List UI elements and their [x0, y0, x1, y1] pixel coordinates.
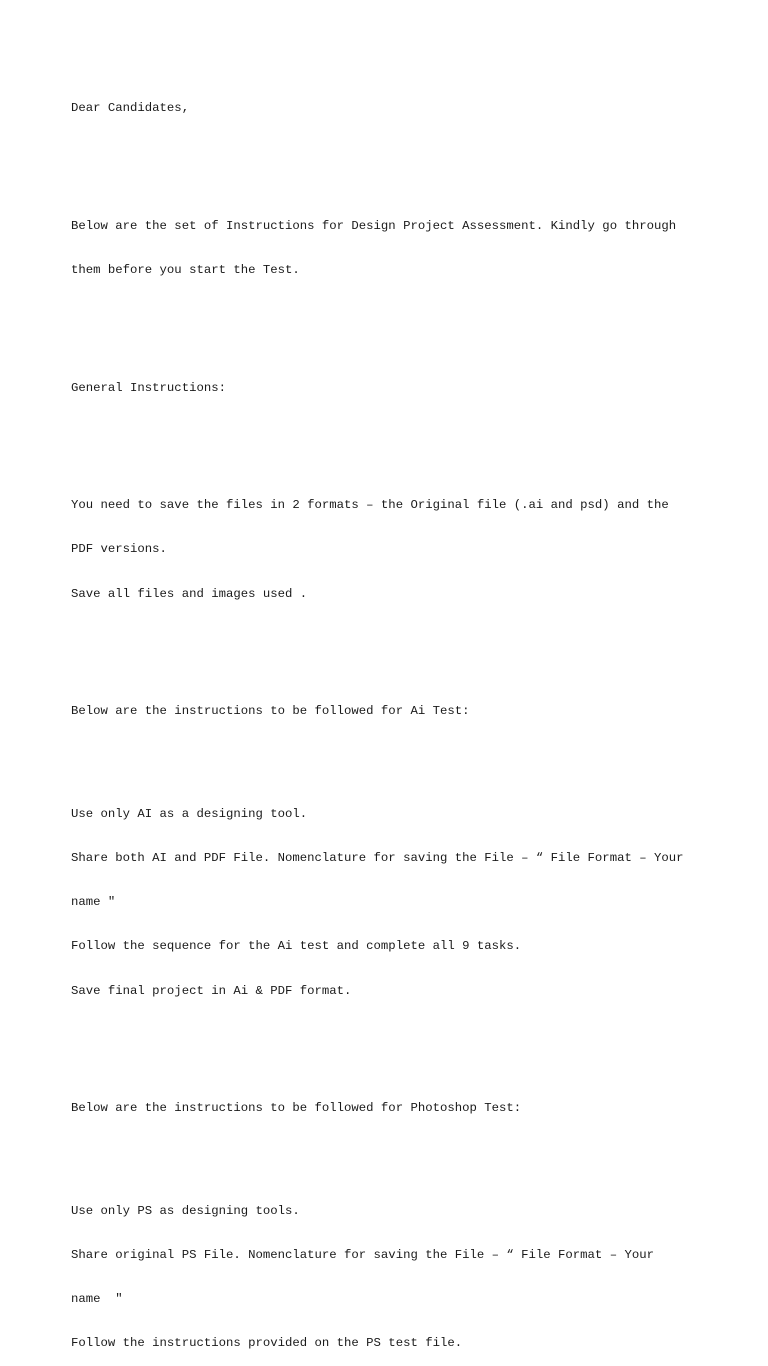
ai-test-line-5: Save final project in Ai & PDF format.: [71, 983, 352, 998]
general-line-1: You need to save the files in 2 formats – the Original file (.ai and psd) and the: [71, 498, 669, 513]
spacer: [71, 146, 711, 175]
spacer: [71, 425, 711, 454]
greeting: Dear Candidates,: [71, 101, 190, 116]
general-line-2: PDF versions.: [71, 542, 167, 557]
intro-line-2: them before you start the Test.: [71, 263, 300, 278]
ps-test-line-4: Follow the instructions provided on the PS test file.: [71, 1336, 463, 1351]
ai-test-heading: Below are the instructions to be followed for Ai Test:: [71, 704, 470, 719]
spacer: [71, 748, 711, 763]
ps-test-heading: Below are the instructions to be followed for Photoshop Test:: [71, 1101, 522, 1116]
spacer: [71, 307, 711, 336]
general-line-3: Save all files and images used .: [71, 586, 308, 601]
ai-test-line-4: Follow the sequence for the Ai test and complete all 9 tasks.: [71, 939, 522, 954]
ai-test-line-2: Share both AI and PDF File. Nomenclature for saving the File – “ File Format – Your: [71, 851, 684, 866]
spacer: [71, 1028, 711, 1057]
ps-test-line-3: name ": [71, 1292, 123, 1307]
ps-test-line-2: Share original PS File. Nomenclature for saving the File – “ File Format – Your: [71, 1248, 654, 1263]
spacer: [71, 631, 711, 660]
general-instructions-heading: General Instructions:: [71, 380, 226, 395]
ai-test-line-1: Use only AI as a designing tool.: [71, 807, 308, 822]
intro-line-1: Below are the set of Instructions for Design Project Assessment. Kindly go through: [71, 219, 677, 234]
ps-test-line-1: Use only PS as designing tools.: [71, 1204, 300, 1219]
document-page: [71, 72, 711, 1366]
spacer: [71, 1145, 711, 1160]
ai-test-line-3: name ": [71, 895, 116, 910]
